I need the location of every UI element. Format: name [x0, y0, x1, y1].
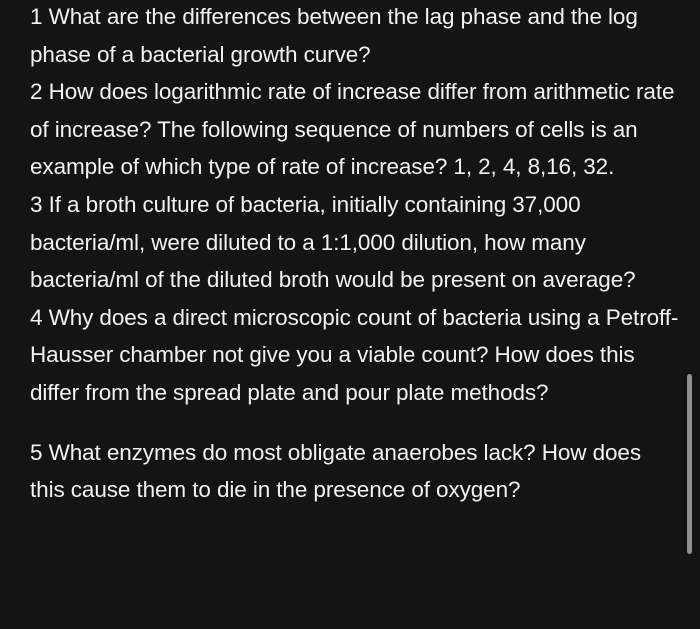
question-2: 2 How does logarithmic rate of increase differ from arithmetic rate of increase? The following sequence of numbers of cells is an example of which type of rate of increase? 1, 2, 4, 8,16, 32. — [30, 79, 675, 180]
question-5: 5 What enzymes do most obligate anaerobes lack? How does this cause them to die in the presence of oxygen? — [30, 439, 641, 503]
question-4: 4 Why does a direct microscopic count of bacteria using a Petroff-Hausser chamber not give you a viable count? How does this differ from the spread plate and pour plate methods? — [30, 304, 679, 405]
question-3: 3 If a broth culture of bacteria, initially containing 37,000 bacteria/ml, were diluted to a 1:1,000 dilution, how many bacteria/ml of the diluted broth would be present on average? — [30, 191, 636, 293]
question-1: 1 What are the differences between the lag phase and the log phase of a bacterial growth curve? — [30, 4, 638, 67]
question-list — [30, 0, 680, 509]
vertical-scrollbar[interactable] — [687, 374, 692, 554]
